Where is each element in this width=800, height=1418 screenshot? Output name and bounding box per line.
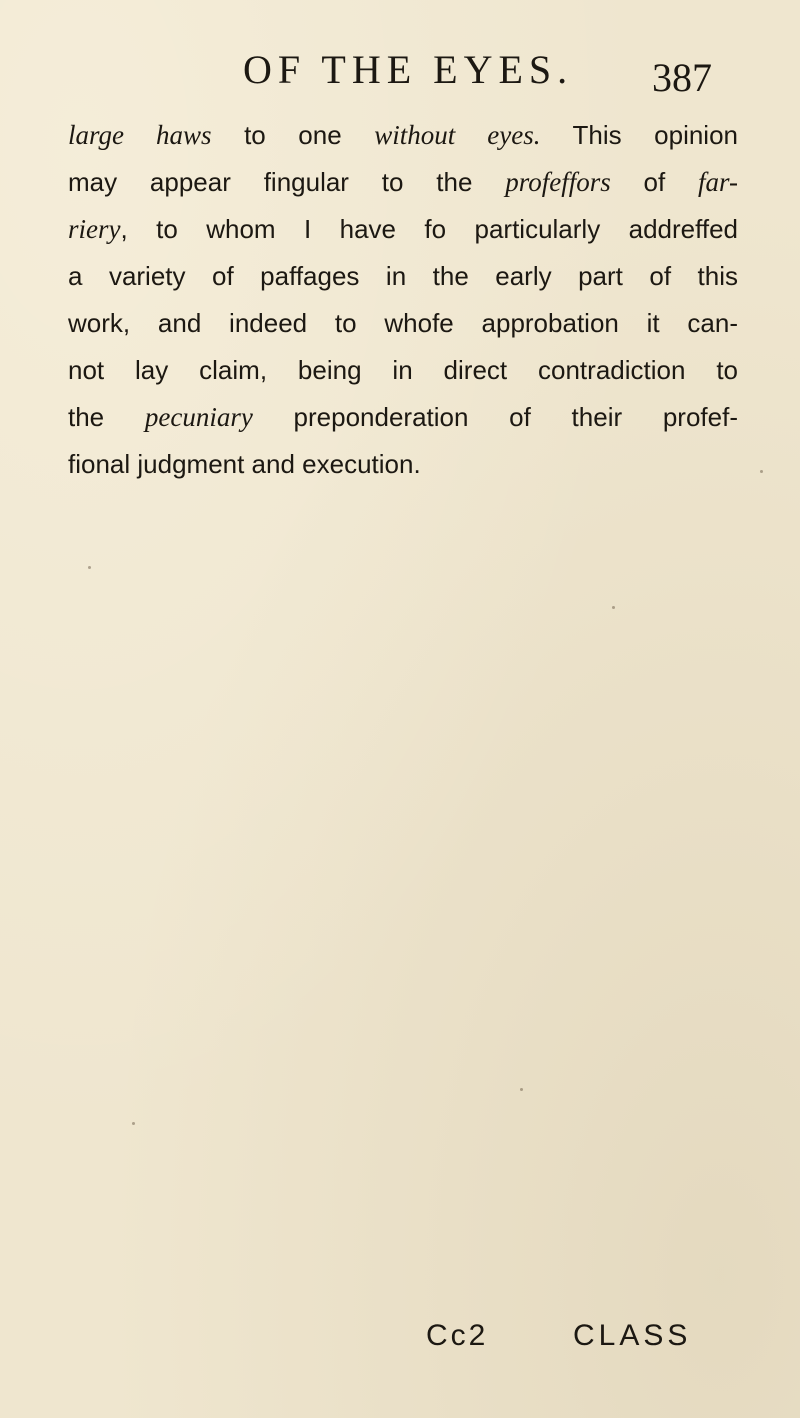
text-segment: work, and indeed to whofe approbation it can- <box>68 308 738 338</box>
text-segment: fional judgment and execution. <box>68 449 421 479</box>
signature-mark: Cc2 <box>426 1319 489 1352</box>
page-footer <box>0 1318 800 1358</box>
text-segment: without eyes. <box>374 120 541 150</box>
text-segment: riery <box>68 214 121 244</box>
running-head: OF THE EYES. <box>243 47 574 92</box>
text-line <box>68 441 738 488</box>
text-segment: the <box>68 402 145 432</box>
text-segment: of <box>610 167 699 197</box>
text-segment: This opinion <box>540 120 739 150</box>
text-line <box>68 112 738 159</box>
text-segment: a variety of paffages in the early part of this <box>68 261 738 291</box>
body-text <box>68 112 738 488</box>
text-segment: may appear fingular to the <box>68 167 506 197</box>
paper-speck <box>612 606 615 609</box>
page-number: 387 <box>652 55 712 100</box>
paper-speck <box>88 566 91 569</box>
text-segment: large haws <box>68 120 212 150</box>
text-segment: profeffors <box>505 167 611 197</box>
text-line <box>68 206 738 253</box>
text-segment: pecuniary <box>144 402 253 432</box>
catchword: CLASS <box>573 1319 692 1352</box>
text-segment: , to whom I have fo particularly addreffed <box>120 214 738 244</box>
text-line <box>68 300 738 347</box>
text-line <box>68 253 738 300</box>
paper-speck <box>132 1122 135 1125</box>
text-segment: far- <box>698 167 738 197</box>
text-line <box>68 159 738 206</box>
paper-speck <box>760 470 763 473</box>
text-segment: to one <box>211 120 375 150</box>
text-line <box>68 347 738 394</box>
paper-speck <box>520 1088 523 1091</box>
page-header <box>0 40 800 110</box>
text-segment: preponderation of their profef- <box>252 402 738 432</box>
text-line <box>68 394 738 441</box>
text-segment: not lay claim, being in direct contradiction to <box>68 355 738 385</box>
